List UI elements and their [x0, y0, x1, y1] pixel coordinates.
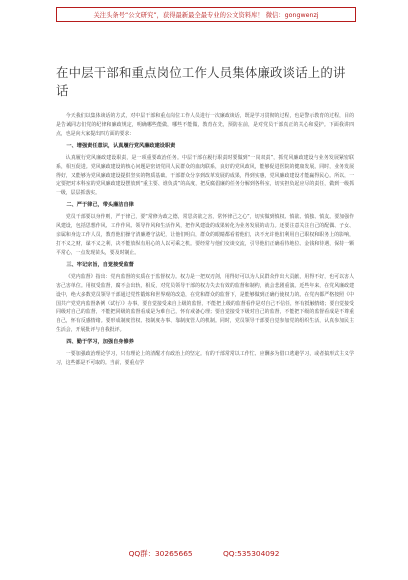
section-heading: 二、严于律己，带头廉洁自律 [66, 202, 134, 209]
section-paragraph: 认真履行党风廉政建设职责，是一项重要政治任务。中层干部在履行职责时要做到“一岗双责”，抓党风廉政建设与业务发展紧密联系，相互促进。党风廉政建设的核心问题是密切党同人民群众的血肉联系，良好的党风政风，能够促进医院的健康发展。同时，业务发展得好，又能够为党风廉政建设提供坚实的物质基础。干部群众分享到改革发展的成果，得到实惠，党风廉政建设才能赢得民心。所以，一定要把对本科室的党风廉政建设摆放到“重主要、谁负责”的高度，把反腐倡廉的任务分解到各科室，切实担负起应尽的责任，做到一级抓一级，层层抓落实。 [56, 154, 354, 197]
section-4 [56, 338, 354, 368]
section-1 [56, 142, 354, 199]
section-paragraph: 党员干部要以身作则，严于律己，要“常修为政之德，常思贪欲之害，常怀律己之心”，切实做到慎权、慎欲、慎独、慎友。要加强作风建设，包括思想作风、工作作风、领导作风和生活作风，把作风建设的成果转化为业务发展的动力。还要注意关注自己的配偶、子女、亲属和身边工作人员，教育他们操守清廉遵守法纪，让他们明白，群众的眼睛都看着他们，决不允许他们利用自己职权和职务上的影响，打不义之财，谋不义之利，决不能放纵有用心的人以可乘之机。要经常与他们交谈交流，引导他们正确看待地位、金钱和待遇，保持一颗平常心，一点发现苗头，要及时制止。 [56, 214, 354, 256]
section-3 [56, 261, 354, 335]
section-heading: 四、勤于学习，加强自身修养 [66, 339, 134, 346]
document-body [56, 64, 354, 371]
header-banner: 关注头条号“公文研究”，获得最新最全最专业的公文资料库！ 微信：gongwenzj [56, 7, 356, 22]
footer-contact [0, 548, 408, 559]
section-heading: 一、增强责任意识，认真履行党风廉政建设职责 [66, 142, 176, 149]
section-paragraph: 一要加强政治理论学习，只有理论上的清醒才有政治上的坚定。有的干部常常以工作忙、应酬多为借口逃避学习，或者搞形式主义学习，这些都是不可取的。当前，要重点学 [56, 351, 354, 367]
footer-qq-group: QQ群：30265665 [128, 549, 193, 558]
section-heading: 三、牢记宗旨，自觉接受监督 [66, 261, 134, 268]
intro-paragraph: 今天我们以集体谈话的方式，对中层干部和重点岗位工作人员进行一次廉政谈话，既是学习贯彻的过程，也是警示教育的过程，目的是告诫同志们党的纪律和廉政规定，明确哪些能做，哪些不能做，教育在先，预防在前，是对党员干部真正的关心和爱护。下面我讲四点，也是向大家提出四方面的要求： [56, 113, 354, 137]
footer-qq: QQ:535304092 [222, 549, 280, 558]
section-2 [56, 201, 354, 258]
document-title: 在中层干部和重点岗位工作人员集体廉政谈话上的讲话 [56, 65, 346, 98]
section-paragraph: 《党内监督》指出：党内监督的实质在于监督权力。权力是一把双刃剑，用得好可以为人民群众作出大贡献，用得不好，也可以害人害己害单位。用权受监督，腐不会出轨，相反，对党员领导干部的权力失去有效的监督和制约，就会悲剧重演。近些年来，在党风廉政建设中，绝大多数党员领导干部通过党性锻炼和世界观的改造，在党和群众的监督下，是能够做到正确行使权力的。在党内都严格按照《中国共产党党内监督条例（试行）》办事，要自觉接受来自上级的监督，不能把上级的监督看作是对自己不信任，怀有抵触情绪；要自觉接受同级对自己的监督，不能把同级的监督看成是为难自己，怀有戒备心理；要自觉接受下级对自己的监督，不能把下级的监督看成是不尊重自己，怀有反感情绪。要形成制度管权、按制度办事、靠制度管人的机制。同时，党员领导干部要自觉参加党的组织生活，认真参加民主生活会，开展批评与自我批评。 [56, 273, 354, 334]
